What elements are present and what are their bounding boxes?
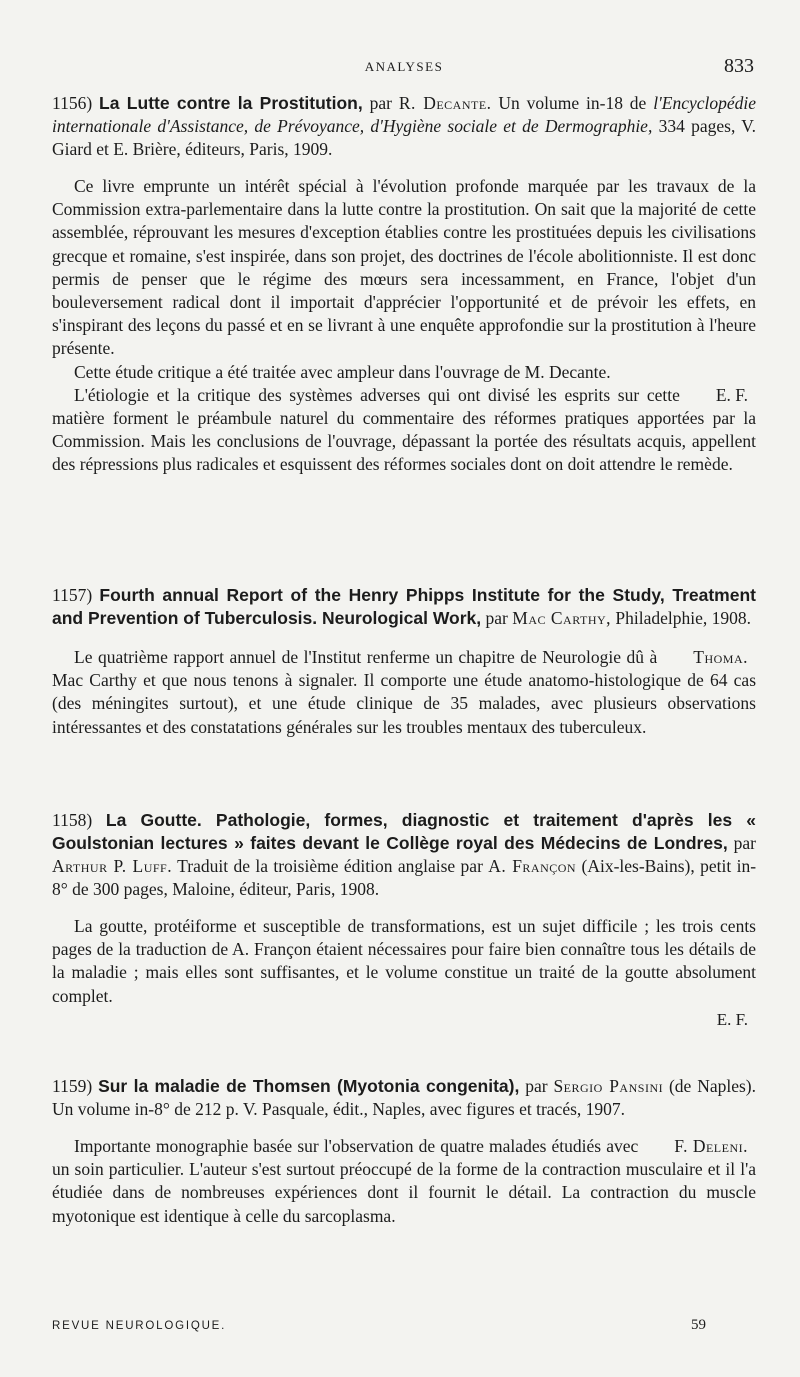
entry-heading	[52, 1075, 756, 1121]
entry-paragraph	[52, 384, 756, 477]
entry-details: Un volume in-18 de	[498, 93, 647, 113]
entry-collection: l'Encyclopédie internationale d'Assistance, de Prévoyance, d'Hygiène sociale et de Dermographie,	[52, 93, 757, 136]
entry-translator: A. Françon	[488, 856, 577, 876]
entry-number: 1159)	[52, 1076, 93, 1096]
entry-publication-cont: (Aix-les-Bains), petit in-8° de 300 pages, Maloine, éditeur, Paris, 1908.	[52, 856, 757, 899]
by-word: par	[369, 93, 392, 113]
journal-name: REVUE NEUROLOGIQUE.	[52, 1320, 227, 1332]
entry-publication: Philadelphie, 1908.	[615, 608, 752, 628]
sheet-number: 59	[691, 1317, 706, 1333]
entry-paragraph-text: L'étiologie et la critique des systèmes adverses qui ont divisé les esprits sur cette matière forment le préambule naturel du commentaire des réformes pratiques apportées par la Commission. Mais les conclusions de l'ouvrage, dépassant la portée des résultats acquis, appellent des répressions plus radicales et esquissent des réformes sociales dont on doit attendre le remède.	[52, 384, 756, 475]
by-word: par	[525, 1076, 548, 1096]
entry-signature: Thoma.	[693, 647, 748, 667]
entry-title: Sur la maladie de Thomsen (Myotonia congenita),	[98, 1076, 520, 1096]
entry-signature: E. F.	[716, 1009, 748, 1029]
entry-publication: (de Naples). Un volume in-8° de 212 p. V. Pasquale, édit., Naples, avec figures et tracés, 1907.	[52, 1076, 756, 1119]
entry-signature: E. F.	[715, 384, 748, 405]
review-entry-1158	[52, 809, 756, 1031]
entry-author: R. Decante.	[398, 93, 492, 113]
entry-paragraph: Ce livre emprunte un intérêt spécial à l'évolution profonde marquée par les travaux de la Commission extra-parlementaire dans la lutte contre la prostitution. On sait que la majorité de cette assemblée, réprouvant les mesures d'exception établies contre les prostituées depuis les civilisations grecque et romaine, s'est inspirée, dans son projet, des doctrines de l'école abolitionniste. Il est donc permis de penser que le régime des mœurs sera incessamment, en France, l'objet d'un bouleversement radical dont il importait d'apprécier l'opportunité et de prévoir les effets, en s'inspirant des leçons du passé et en se livrant à une enquête approfondie sur la prostitution à l'heure présente.	[52, 176, 756, 359]
by-word: par	[733, 833, 757, 853]
entry-publication: 334 pages, V. Giard et E. Brière, éditeurs, Paris, 1909.	[52, 116, 757, 159]
page-header	[52, 55, 756, 81]
entry-author: Sergio Pansini	[553, 1076, 664, 1096]
journal-page	[52, 0, 756, 1377]
entry-number: 1157)	[52, 585, 93, 605]
entry-paragraph: Cette étude critique a été traitée avec ampleur dans l'ouvrage de M. Decante.	[74, 361, 611, 382]
entry-number: 1158)	[52, 810, 93, 830]
page-footer	[52, 1317, 756, 1339]
entry-heading	[52, 584, 756, 630]
entry-publication: Traduit de la troisième édition anglaise par	[177, 856, 483, 876]
running-head: ANALYSES	[364, 59, 444, 74]
entry-heading	[52, 809, 756, 901]
entry-paragraph-text: Importante monographie basée sur l'observation de quatre malades étudiés avec un soin particulier. L'auteur s'est surtout préoccupé de la forme de la contraction musculaire et il l'a étudiée dans de nombreuses expériences dont il fournit le détail. La contraction du muscle myotonique est identique à celle du sarcoplasma.	[52, 1136, 756, 1226]
entry-title: Fourth annual Report of the Henry Phipps Institute for the Study, Treatment and Prevention of Tuberculosis. Neurological Work,	[52, 585, 756, 628]
review-entry-1157	[52, 584, 756, 739]
entry-paragraph	[52, 1135, 756, 1228]
entry-author: Arthur P. Luff.	[52, 856, 173, 876]
by-word: par	[485, 608, 508, 628]
entry-paragraph	[52, 646, 756, 739]
entry-number: 1156)	[52, 93, 93, 113]
entry-title: La Lutte contre la Prostitution,	[99, 93, 363, 113]
entry-paragraph: La goutte, protéiforme et susceptible de transformations, est un sujet difficile ; les trois cents pages de la traduction de A. Françon étaient nécessaires pour faire bien connaître tous les détails de la maladie ; mais elles sont suffisantes, et le volume constitue un traité de la goutte absolument complet.	[52, 916, 756, 1006]
review-entry-1156	[52, 92, 756, 477]
review-entry-1159	[52, 1075, 756, 1228]
entry-signature: F. Deleni.	[674, 1136, 748, 1156]
entry-paragraph-text: Le quatrième rapport annuel de l'Institut renferme un chapitre de Neurologie dû à Mac Carthy et que nous tenons à signaler. Il comporte une étude anatomo-histologique de 64 cas (des méningites surtout), et une étude clinique de 35 malades, avec plusieurs observations intéressantes et des constatations générales sur les troubles mentaux des tuberculeux.	[52, 647, 756, 737]
entry-title: La Goutte. Pathologie, formes, diagnostic et traitement d'après les « Goulstonian lectures » faites devant le Collège royal des Médecins de Londres,	[52, 810, 757, 853]
entry-author: Mac Carthy,	[512, 608, 612, 628]
page-number: 833	[724, 55, 754, 77]
entry-heading	[52, 92, 756, 161]
